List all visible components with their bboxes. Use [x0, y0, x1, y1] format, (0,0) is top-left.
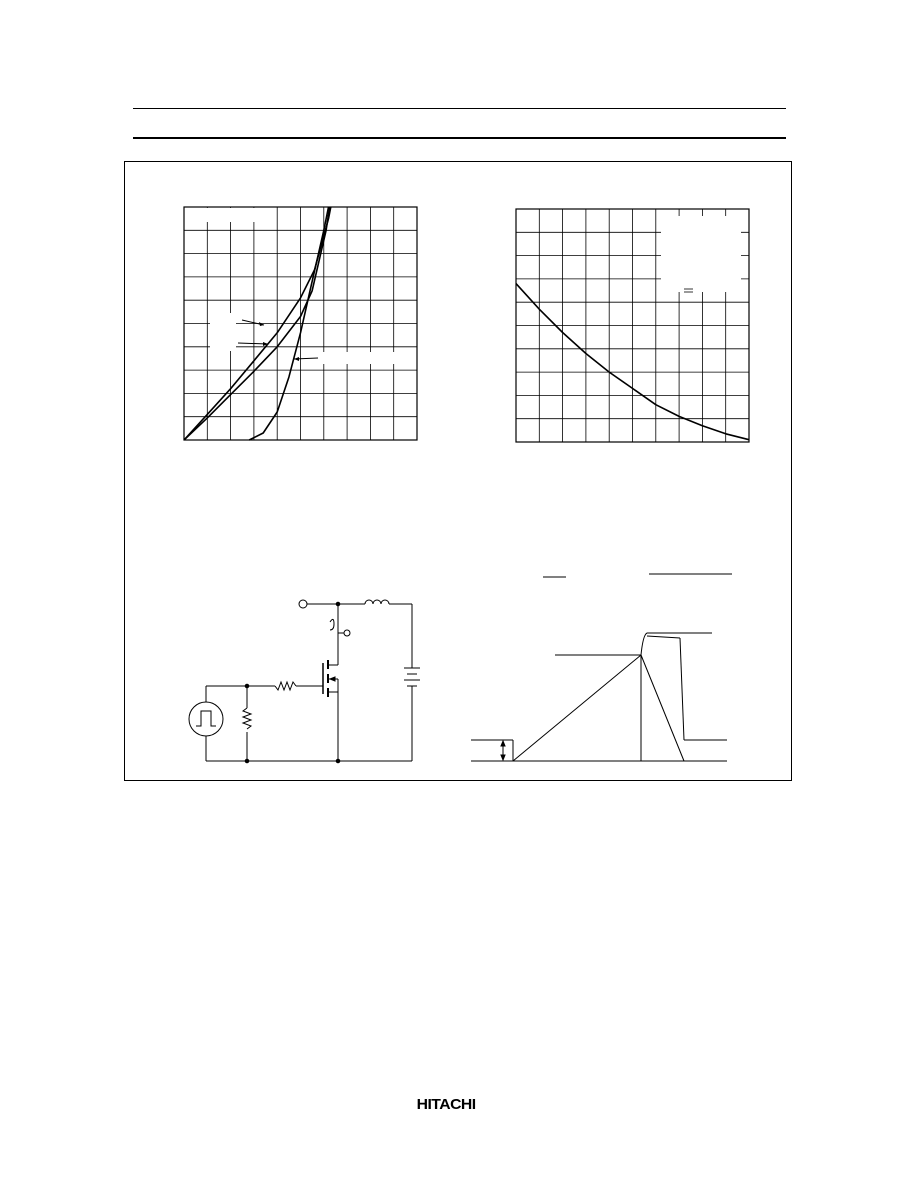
chart-left-label-box: [196, 208, 260, 222]
shunt-resistor: [243, 708, 251, 729]
pulse-symbol: [196, 711, 216, 726]
chart-right: [516, 209, 749, 442]
voltage-plateau: [647, 636, 680, 638]
chart-left-legend-box: [210, 313, 236, 351]
chart-right-label-box: [661, 216, 741, 292]
probe-terminal: [344, 630, 350, 636]
terminal-vdd: [299, 600, 307, 608]
chart-left: [184, 207, 417, 440]
voltage-overshoot: [641, 633, 647, 655]
waveform-diagram: [471, 574, 732, 761]
test-circuit: [189, 600, 420, 763]
chart-left-annotation-box: [305, 352, 411, 364]
pulse-generator: [189, 702, 223, 736]
gate-resistor: [275, 682, 296, 690]
current-probe: [330, 619, 334, 630]
hitachi-logo: HITACHI: [416, 1096, 476, 1113]
current-fall: [641, 655, 684, 761]
current-ramp: [513, 655, 641, 761]
dimension-arrowhead-up: [501, 741, 505, 746]
arrowhead-1: [259, 322, 264, 326]
body-arrow: [330, 677, 335, 681]
inductor: [365, 600, 389, 604]
dimension-arrowhead-down: [501, 755, 505, 760]
voltage-fall: [680, 638, 684, 740]
